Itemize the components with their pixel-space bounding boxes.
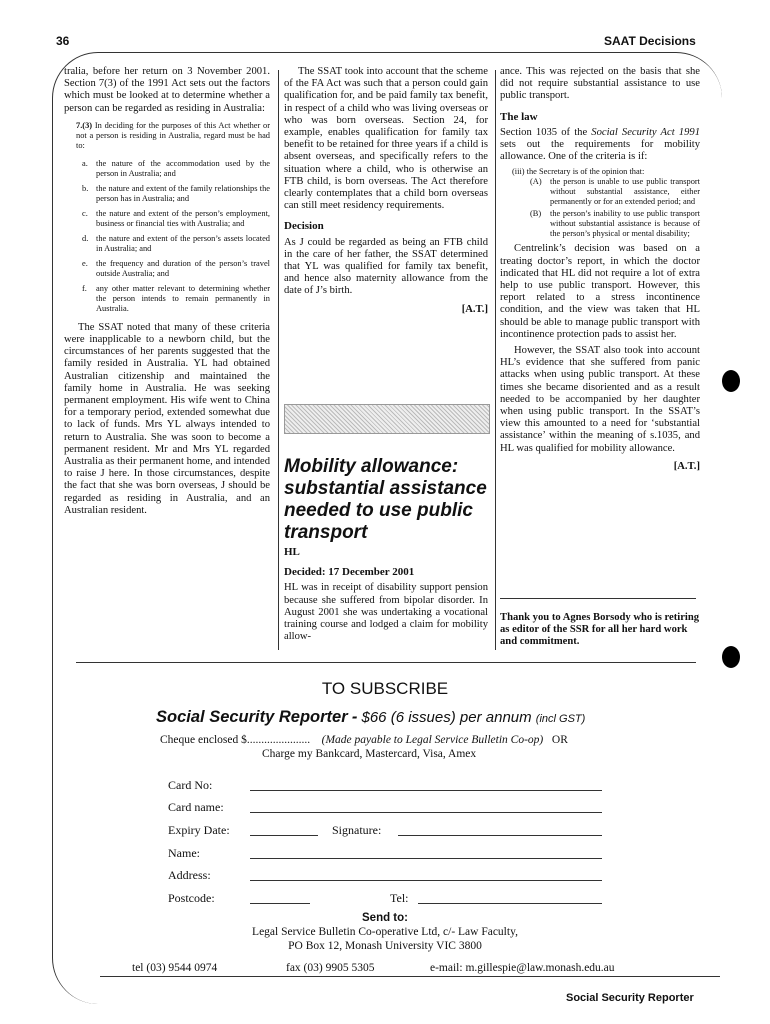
paragraph: ance. This was rejected on the basis that she did not require substantial assistance to use public transport. (500, 66, 700, 102)
list-item: d. the nature and extent of the person’s assets located in Australia; and (82, 233, 270, 253)
column-2 (284, 66, 488, 316)
law-list (530, 177, 700, 239)
punch-hole (722, 370, 740, 392)
contact-email: e-mail: m.gillespie@law.monash.edu.au (430, 962, 615, 974)
signature-field[interactable] (398, 835, 602, 836)
section-heading: Decision (284, 220, 324, 233)
expiry-field[interactable] (250, 835, 318, 836)
subscription-offer: Social Security Reporter - $66 (6 issues) per annum (incl GST) (156, 708, 586, 726)
list-item: c. the nature and extent of the person’s employment, business or financial ties with Australia; and (82, 208, 270, 228)
postcode-field[interactable] (250, 903, 310, 904)
list-item: b. the nature and extent of the family relationships the person has in Australia; and (82, 183, 270, 203)
subscribe-title: TO SUBSCRIBE (321, 679, 449, 698)
list-item: (B) the person’s inability to use public transport without substantial assistance is because of the person’s physical or mental disability; (530, 209, 700, 239)
charge-line: Charge my Bankcard, Mastercard, Visa, Amex (262, 748, 477, 760)
card-name-field[interactable] (250, 812, 602, 813)
page-number: 36 (56, 34, 70, 48)
cheque-line: Cheque enclosed $...................... (Made payable to Legal Service Bulletin Co-op) OR (160, 734, 568, 746)
signature-label: Signature: (332, 823, 382, 837)
list-item: e. the frequency and duration of the person’s travel outside Australia; and (82, 258, 270, 278)
card-name-label: Card name: (168, 800, 224, 814)
journal-name: Social Security Reporter (566, 992, 694, 1004)
column-2-lower (284, 546, 488, 647)
party-name: HL (284, 546, 300, 558)
paragraph: HL was in receipt of disability support pension because she suffered from bipolar disorder. In August 2001 she was undertaking a vocational training course and lodged a claim for mobility allow- (284, 582, 488, 643)
postcode-label: Postcode: (168, 891, 215, 905)
card-no-label: Card No: (168, 778, 213, 792)
address-line-1: Legal Service Bulletin Co-operative Ltd, c/- Law Faculty, (252, 926, 518, 938)
section-heading: The law (500, 110, 538, 123)
column-3 (500, 66, 700, 473)
column-divider (278, 70, 279, 650)
section-title: SAAT Decisions (604, 34, 696, 48)
list-item: f. any other matter relevant to determining whether the person intends to remain permanently in Australia. (82, 283, 270, 313)
author-initials: [A.T.] (673, 460, 700, 472)
send-to-heading: Send to: (362, 912, 408, 924)
address-line-2: PO Box 12, Monash University VIC 3800 (288, 940, 482, 952)
tel-label: Tel: (390, 891, 409, 905)
column-divider (495, 70, 496, 650)
contact-tel: tel (03) 9544 0974 (132, 962, 218, 974)
divider (76, 662, 696, 663)
list-item: a. the nature of the accommodation used by the person in Australia; and (82, 158, 270, 178)
paragraph: The SSAT took into account that the scheme of the FA Act was such that a person could gain qualification for, and be paid family tax benefit, in respect of a child who was living overseas or who was born overseas. Section 24, for example, enables qualification for family tax benefit to be retained for three years if a child is absent overseas, and specifically refers to the situation where a child, who is otherwise an FTB child, is born overseas. The Act therefore clearly contemplates that a child born overseas can still meet residency requirements. (284, 66, 488, 212)
name-field[interactable] (250, 858, 602, 859)
paragraph: Section 1035 of the Social Security Act 1991 sets out the requirements for mobility allowance. One of the criteria is if: (500, 126, 700, 163)
paragraph: The SSAT noted that many of these criteria were inapplicable to a newborn child, but the circumstances of her parents suggested that the family resided in Australia. YL had obtained Australian citizenship and maintained the family home in Australia. He was seeking permanent employment. His wife went to China for a temporary period, extended somewhat due to lack of funds. Mrs YL always intended to return to Australia. She was soon to become a permanent resident. Mr and Mrs YL regarded Australia as their permanent home, and intended to raise J here. In those circumstances, despite the fact that she was born overseas, J should be regarded as residing in Australia, and an Australian resident. (64, 321, 270, 516)
name-label: Name: (168, 846, 200, 860)
paragraph: As J could be regarded as being an FTB child in the care of her father, the SSAT determined that YL was qualified for family tax benefit, and hence also maternity allowance from the date of J’s birth. (284, 236, 488, 297)
statute-list (82, 159, 270, 314)
card-no-field[interactable] (250, 790, 602, 791)
article-title: Mobility allowance: substantial assistance needed to use public transport (284, 456, 487, 543)
paragraph: Centrelink’s decision was based on a treating doctor’s report, in which the doctor indicated that HL did not require a lot of extra help to use public transport. However, this report related to a stress incontinence condition, and the view was taken that HL should be able to manage public transport with incontinence protection pads to assist her. (500, 243, 700, 340)
thanks-note: Thank you to Agnes Borsody who is retiring as editor of the SSR for all her hard work and commitment. (500, 612, 700, 648)
bottom-border (100, 976, 720, 977)
contact-fax: fax (03) 9905 5305 (286, 962, 375, 974)
author-initials: [A.T.] (461, 303, 488, 315)
decorative-banner (284, 404, 490, 434)
address-label: Address: (168, 868, 211, 882)
divider (500, 598, 696, 599)
tel-field[interactable] (418, 903, 602, 904)
statute-quote-intro: 7.(3) In deciding for the purposes of this Act whether or not a person is residing in Australia, regard must be had to: (76, 120, 271, 150)
address-field[interactable] (250, 880, 602, 881)
expiry-label: Expiry Date: (168, 823, 230, 837)
law-list-head: (iii) the Secretary is of the opinion that: (512, 167, 645, 177)
punch-hole (722, 646, 740, 668)
column-1 (64, 66, 270, 521)
paragraph: However, the SSAT also took into account HL’s evidence that she suffered from panic attacks when using public transport. At these times she became disoriented and as a result needed to be accompanied by her daughter when using public transport. In the SSAT’s view this amounted to a need for ‘substantial assistance’ within the meaning of s.1035, and HL was qualified for mobility allowance. (500, 345, 700, 454)
decision-date: Decided: 17 December 2001 (284, 566, 415, 579)
list-item: (A) the person is unable to use public transport without substantial assistance, either permanently or for an extended period; and (530, 177, 700, 207)
paragraph: tralia, before her return on 3 November 2001. Section 7(3) of the 1991 Act sets out the factors which must be looked at to determine whether a person can be regarded as residing in Australia: (64, 66, 270, 114)
